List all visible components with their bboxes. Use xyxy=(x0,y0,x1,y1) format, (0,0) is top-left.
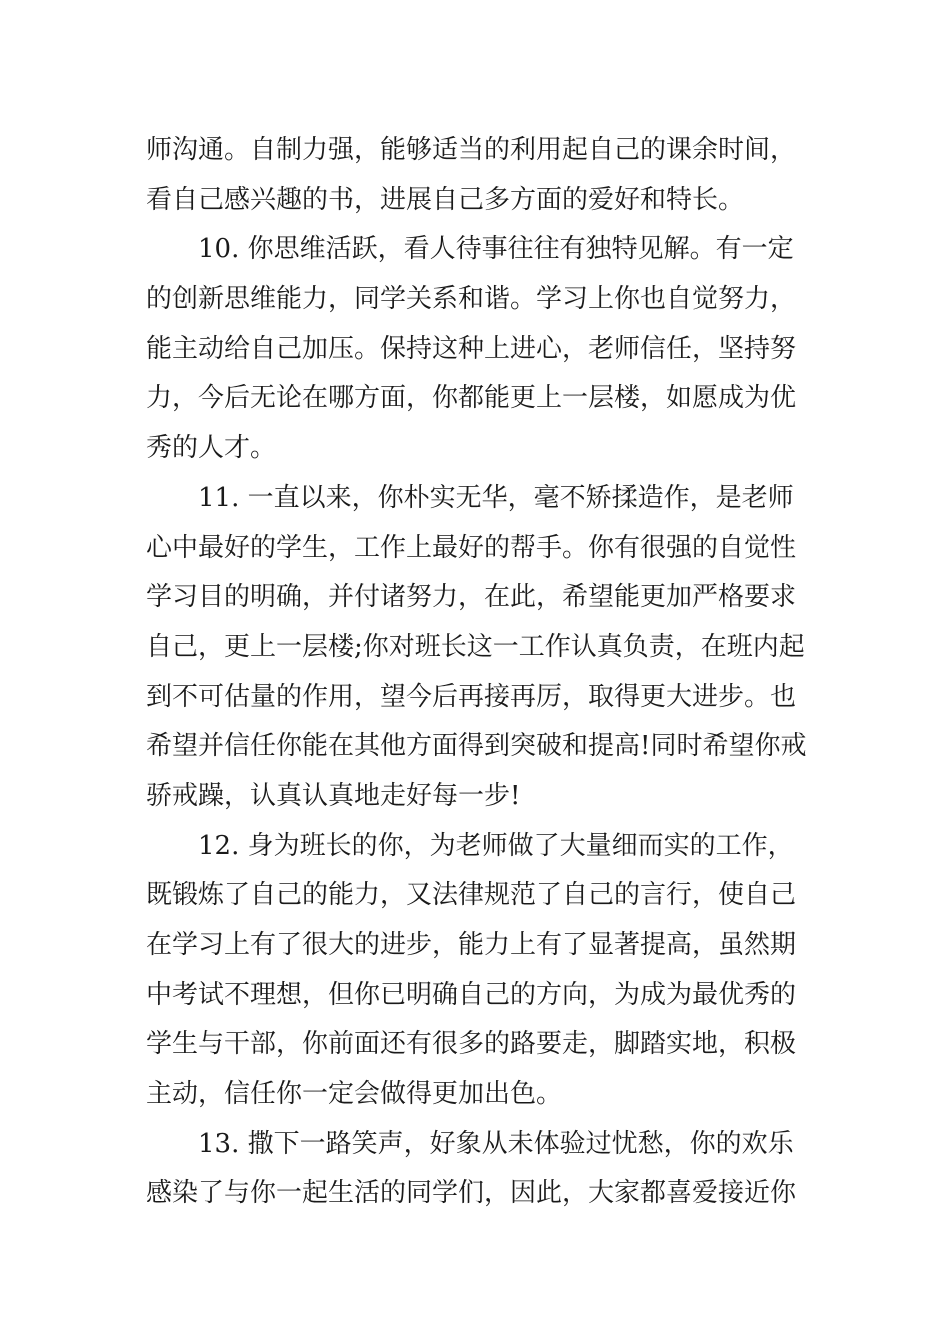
text-line: 骄戒躁，认真认真地走好每一步! xyxy=(146,780,521,811)
text-line: 力，今后无论在哪方面，你都能更上一层楼，如愿成为优 xyxy=(146,383,797,414)
text-line: 的创新思维能力，同学关系和谐。学习上你也自觉努力， xyxy=(146,284,797,315)
document-body xyxy=(146,126,811,1219)
text-line: 看自己感兴趣的书，进展自己多方面的爱好和特长。 xyxy=(146,184,745,215)
text-line: 感染了与你一起生活的同学们，因此，大家都喜爱接近你 xyxy=(146,1178,797,1209)
paragraph-start-line: 10. 你思维活跃，看人待事往往有独特见解。有一定 xyxy=(198,234,794,265)
text-line: 中考试不理想，但你已明确自己的方向，为成为最优秀的 xyxy=(146,979,797,1010)
text-line: 既锻炼了自己的能力，又法律规范了自己的言行，使自己 xyxy=(146,880,797,911)
text-line: 在学习上有了很大的进步，能力上有了显著提高，虽然期 xyxy=(146,930,797,960)
text-line: 希望并信任你能在其他方面得到突破和提高!同时希望你戒 xyxy=(146,731,807,762)
text-line: 心中最好的学生，工作上最好的帮手。你有很强的自觉性 xyxy=(146,532,797,563)
text-line: 学习目的明确，并付诸努力，在此，希望能更加严格要求 xyxy=(146,582,797,613)
paragraph-start-line: 13. 撒下一路笑声，好象从未体验过忧愁，你的欢乐 xyxy=(198,1128,794,1159)
paragraph-start-line: 12. 身为班长的你，为老师做了大量细而实的工作， xyxy=(198,830,794,861)
text-line: 能主动给自己加压。保持这种上进心，老师信任，坚持努 xyxy=(146,333,797,364)
text-line: 秀的人才。 xyxy=(146,433,277,464)
text-line: 学生与干部，你前面还有很多的路要走，脚踏实地，积极 xyxy=(146,1029,797,1060)
text-line: 师沟通。自制力强，能够适当的利用起自己的课余时间， xyxy=(146,135,797,165)
text-line: 自己，更上一层楼;你对班长这一工作认真负责，在班内起 xyxy=(146,631,805,662)
text-line: 到不可估量的作用，望今后再接再厉，取得更大进步。也 xyxy=(146,681,797,712)
paragraph-start-line: 11. 一直以来，你朴实无华，毫不矫揉造作，是老师 xyxy=(198,482,794,513)
text-line: 主动，信任你一定会做得更加出色。 xyxy=(146,1079,563,1110)
